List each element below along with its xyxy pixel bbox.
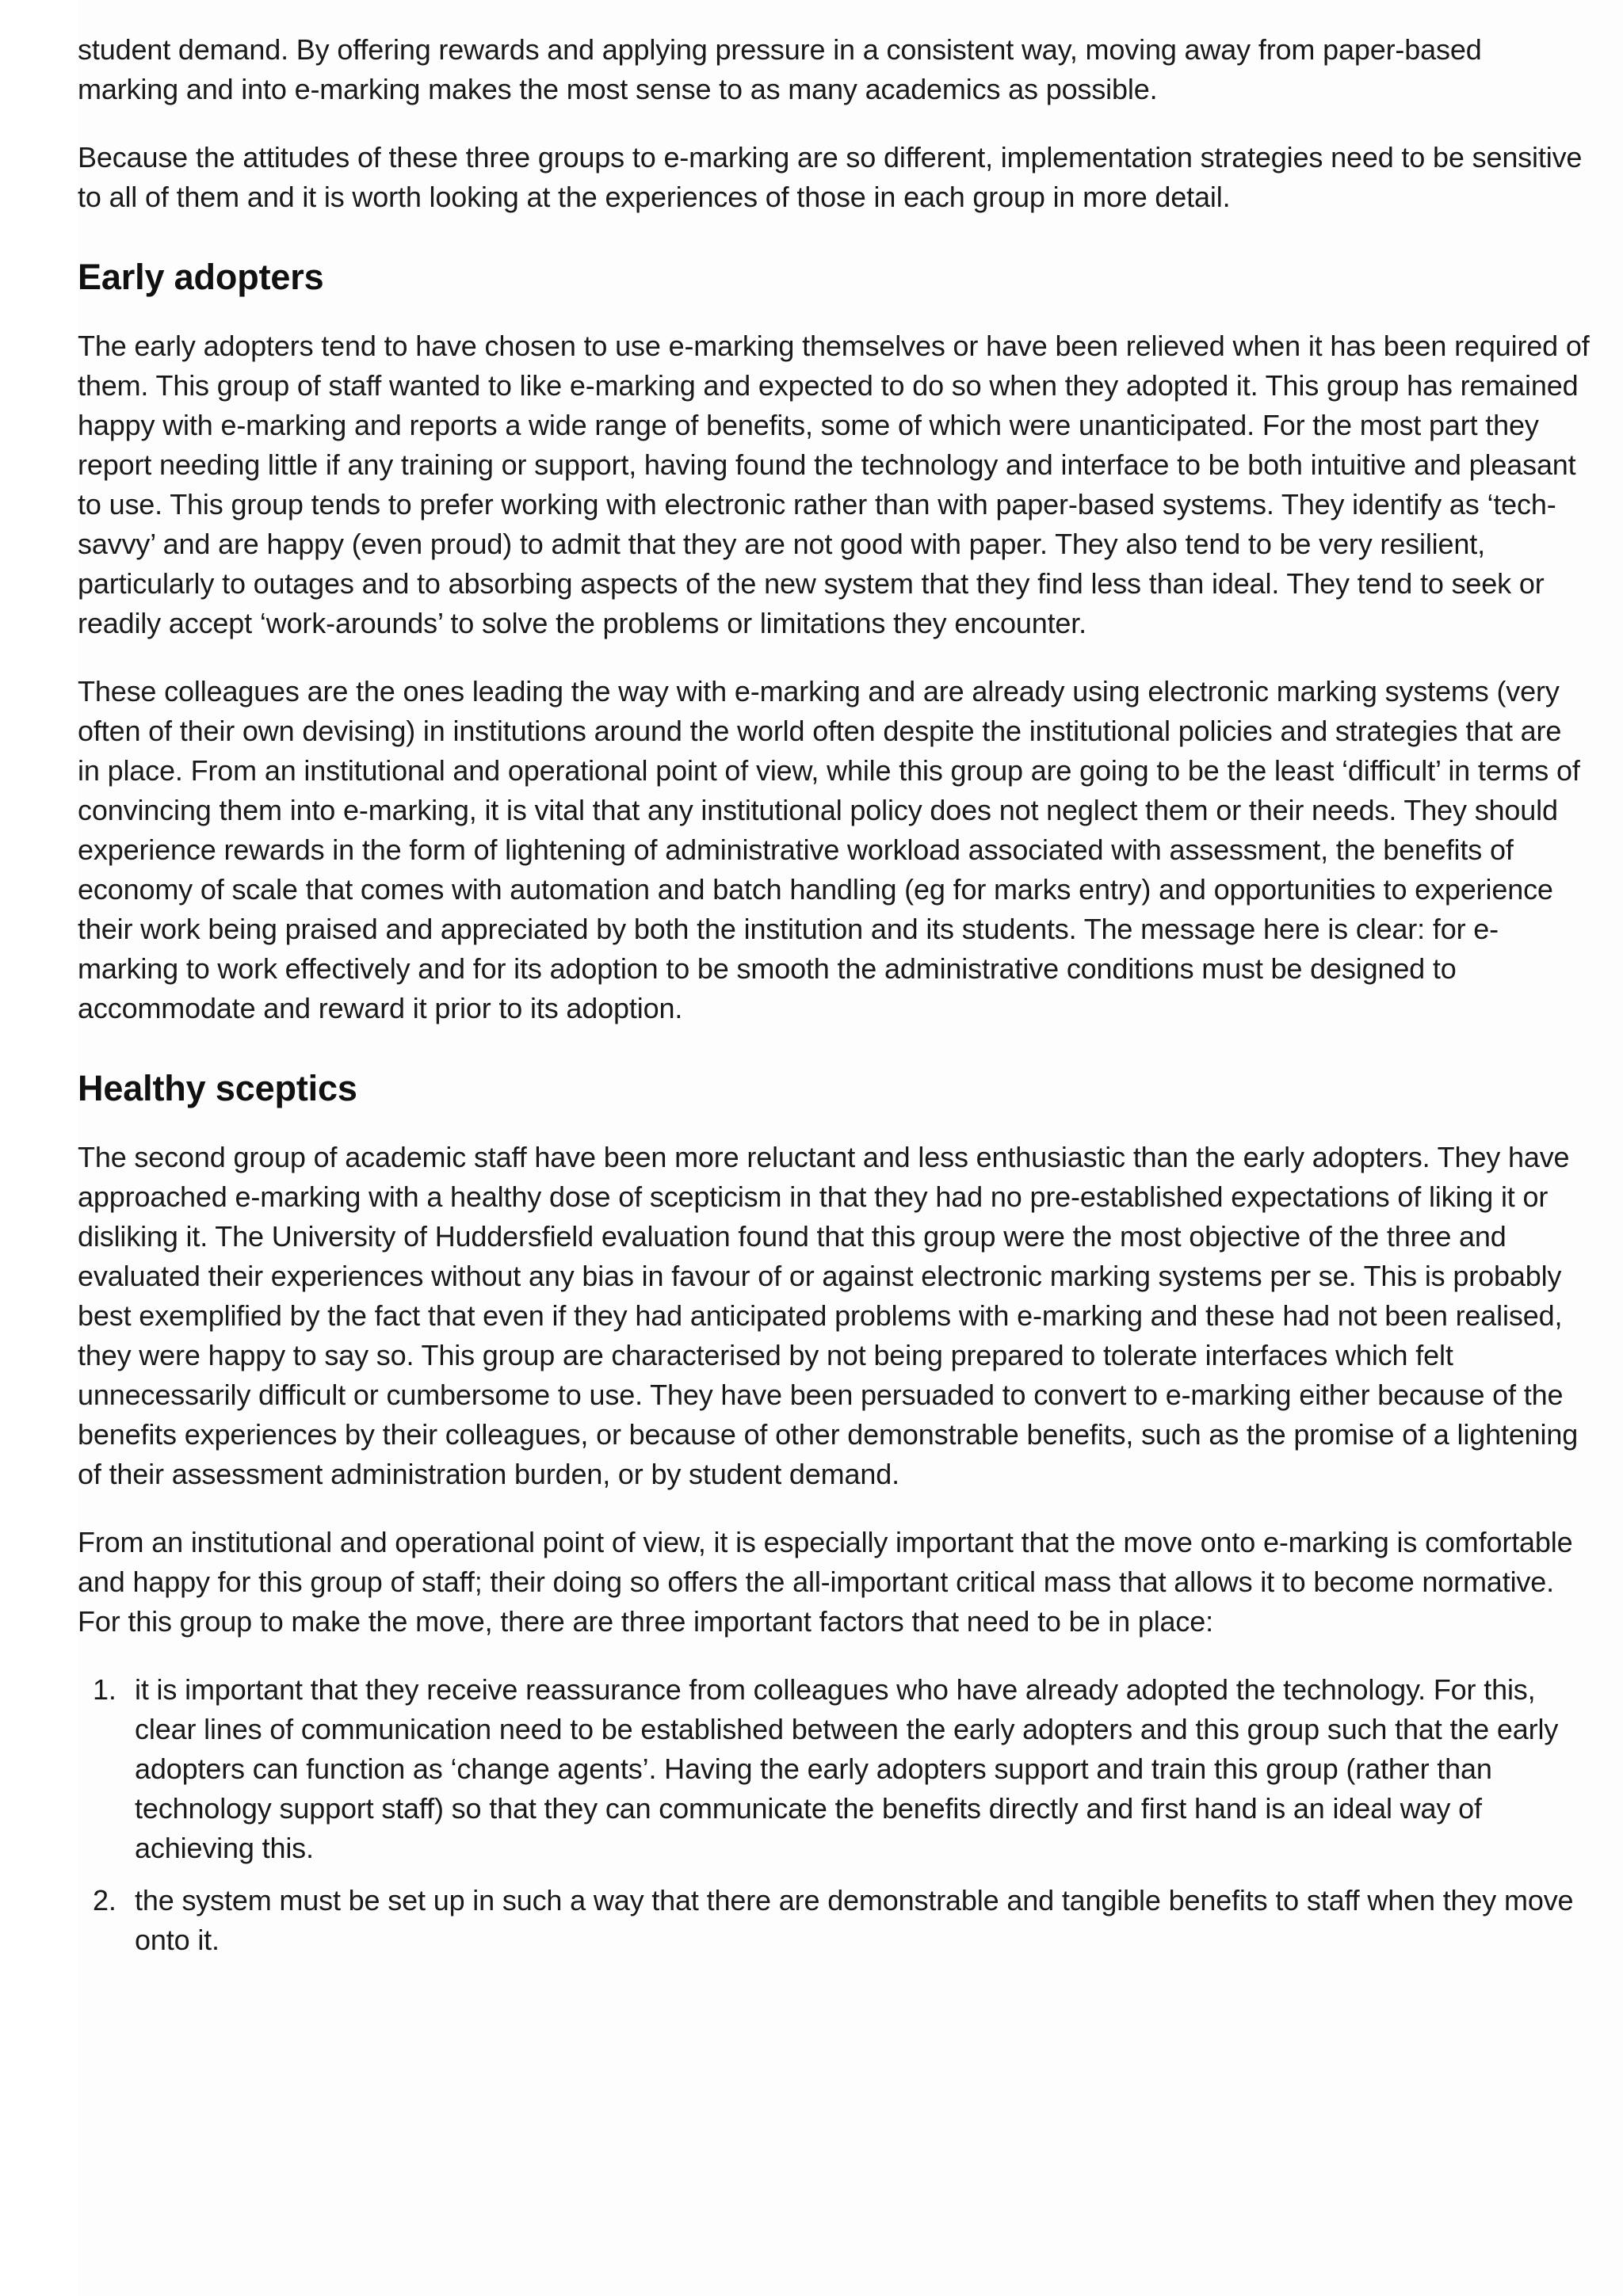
list-item: [78, 1670, 1590, 1868]
document-page: [78, 0, 1623, 2296]
list-item-number: 1.: [93, 1673, 116, 1706]
healthy-sceptics-paragraph-2: From an institutional and operational point of view, it is especially important that the move onto e-marking is comfortable and happy for this group of staff; their doing so offers the all-important critical mass that allows it to become normative. For this group to make the move, there are three important factors that need to be in place:: [78, 1526, 1573, 1638]
document-body: [78, 33, 1590, 1973]
factors-list: [78, 1670, 1590, 1960]
section-heading-early-adopters: Early adopters: [78, 257, 324, 297]
early-adopters-paragraph-2: These colleagues are the ones leading the way with e-marking and are already using electronic marking systems (very often of their own devising) in institutions around the world often despite the institutional policies and strategies that are in place. From an institutional and operational point of view, while this group are going to be the least ‘difficult’ in terms of convincing them into e-marking, it is vital that any institutional policy does not neglect them or their needs. They should experience rewards in the form of lightening of administrative workload associated with assessment, the benefits of economy of scale that comes with automation and batch handling (eg for marks entry) and opportunities to experience their work being praised and appreciated by both the institution and its students. The message here is clear: for e-marking to work effectively and for its adoption to be smooth the administrative conditions must be designed to accommodate and reward it prior to its adoption.: [78, 675, 1580, 1024]
early-adopters-paragraph-1: The early adopters tend to have chosen to use e-marking themselves or have been relieved when it has been required of them. This group of staff wanted to like e-marking and expected to do so when they adopted it. This group has remained happy with e-marking and reports a wide range of benefits, some of which were unanticipated. For the most part they report needing little if any training or support, having found the technology and interface to be both intuitive and pleasant to use. This group tends to prefer working with electronic rather than with paper-based systems. They identify as ‘tech-savvy’ and are happy (even proud) to admit that they are not good with paper. They also tend to be very resilient, particularly to outages and to absorbing aspects of the new system that they find less than ideal. They tend to seek or readily accept ‘work-arounds’ to solve the problems or limitations they encounter.: [78, 330, 1590, 639]
healthy-sceptics-paragraph-1: The second group of academic staff have been more reluctant and less enthusiastic than the early adopters. They have approached e-marking with a healthy dose of scepticism in that they had no pre-established expectations of liking it or disliking it. The University of Huddersfield evaluation found that this group were the most objective of the three and evaluated their experiences without any bias in favour of or against electronic marking systems per se. This is probably best exemplified by the fact that even if they had anticipated problems with e-marking and these had not been realised, they were happy to say so. This group are characterised by not being prepared to tolerate interfaces which felt unnecessarily difficult or cumbersome to use. They have been persuaded to convert to e-marking either because of the benefits experiences by their colleagues, or because of other demonstrable benefits, such as the promise of a lightening of their assessment administration burden, or by student demand.: [78, 1141, 1579, 1490]
intro-paragraph-2: Because the attitudes of these three groups to e-marking are so different, implementation strategies need to be sensitive to all of them and it is worth looking at the experiences of those in each group in more detail.: [78, 141, 1583, 213]
intro-paragraph-1: student demand. By offering rewards and applying pressure in a consistent way, moving away from paper-based marking and into e-marking makes the most sense to as many academics as possible.: [78, 33, 1482, 105]
list-item-number: 2.: [93, 1884, 116, 1917]
section-heading-healthy-sceptics: Healthy sceptics: [78, 1068, 357, 1108]
list-item-text: the system must be set up in such a way that there are demonstrable and tangible benefits to staff when they move onto it.: [135, 1884, 1574, 1956]
list-item: [78, 1881, 1590, 1960]
list-item-text: it is important that they receive reassurance from colleagues who have already adopted the technology. For this, clear lines of communication need to be established between the early adopters and this group such that the early adopters can function as ‘change agents’. Having the early adopters support and train this group (rather than technology support staff) so that they can communicate the benefits directly and first hand is an ideal way of achieving this.: [135, 1673, 1559, 1864]
